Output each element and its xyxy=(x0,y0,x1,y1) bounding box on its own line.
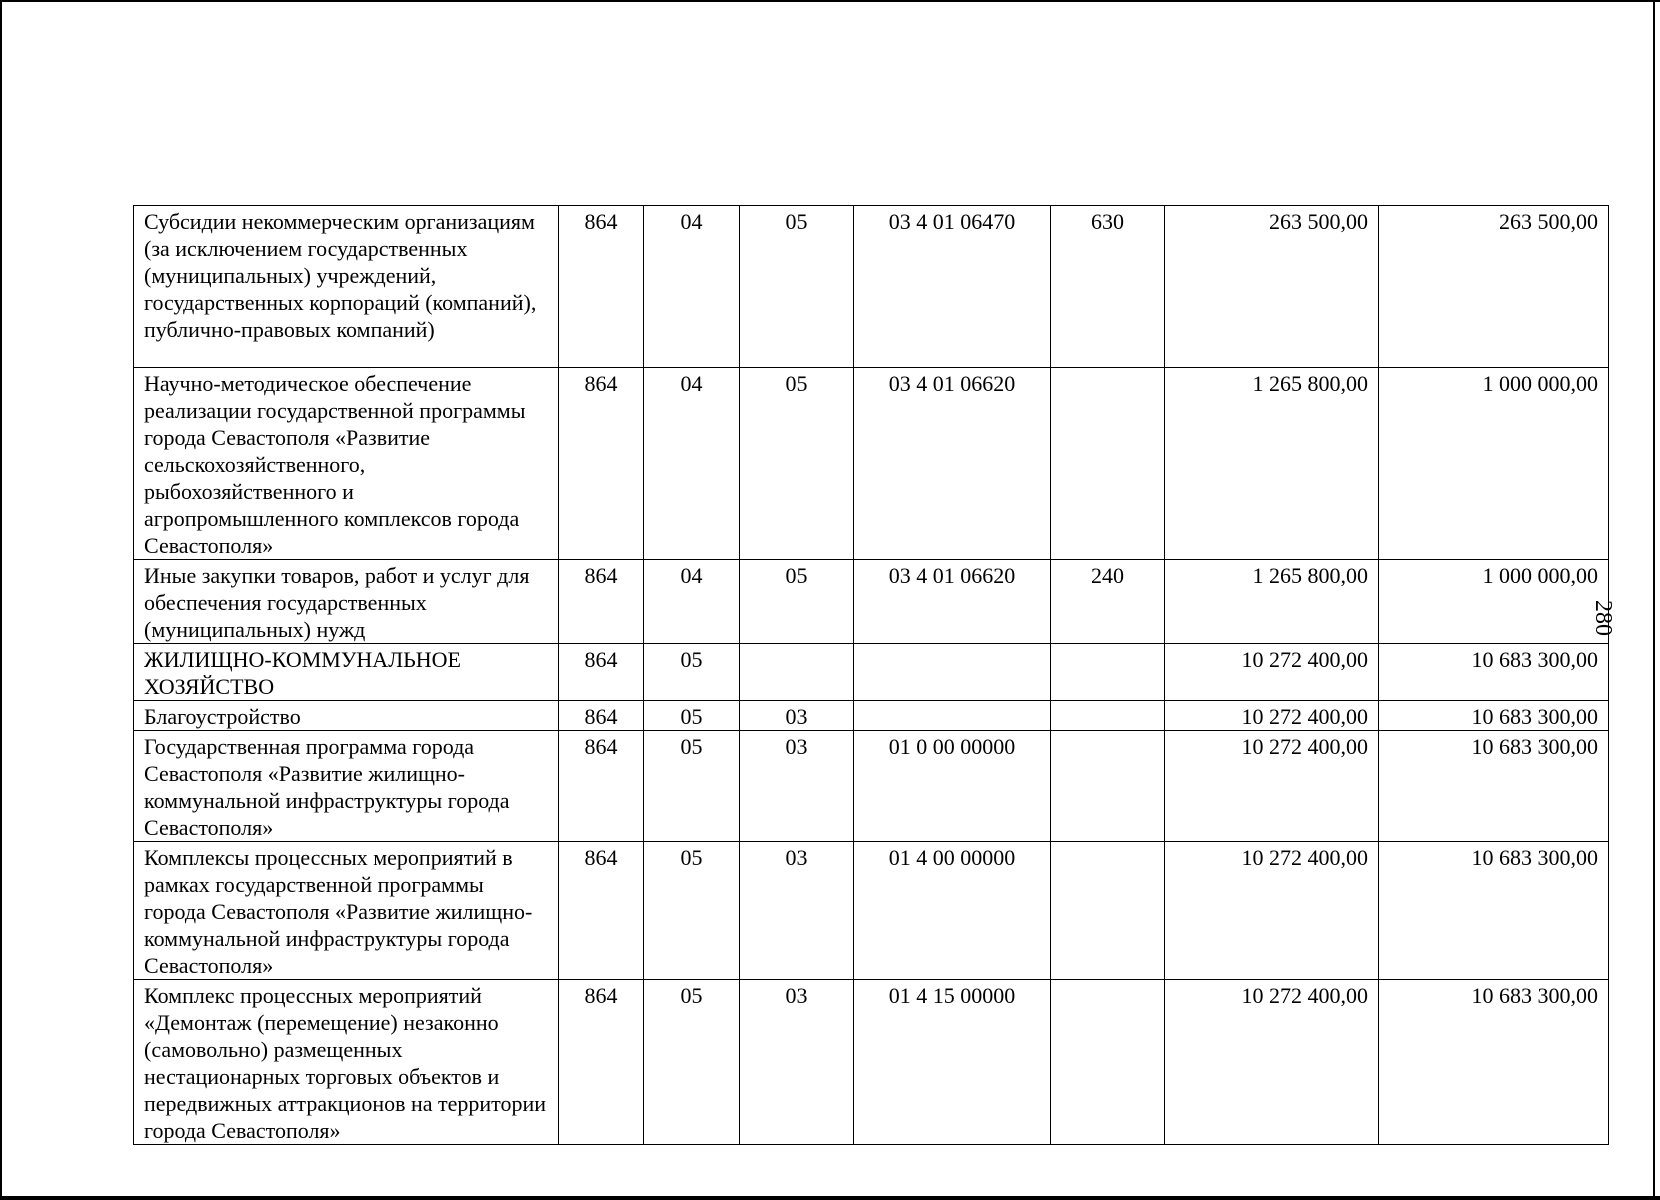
sum-year-2: 10 683 300,00 xyxy=(1379,731,1609,842)
section-code: 05 xyxy=(644,980,740,1145)
table-row xyxy=(134,980,1609,1145)
item-name: Государственная программа города Севастополя «Развитие жилищно-коммунальной инфраструктуры города Севастополя» xyxy=(134,731,559,842)
item-name: ЖИЛИЩНО-КОММУНАЛЬНОЕ ХОЗЯЙСТВО xyxy=(134,644,559,701)
table-row xyxy=(134,206,1609,368)
sum-year-1: 1 265 800,00 xyxy=(1165,368,1379,560)
page-border-right xyxy=(1653,0,1655,1200)
target-code xyxy=(854,644,1051,701)
expense-type-code xyxy=(1051,980,1165,1145)
sum-year-2: 263 500,00 xyxy=(1379,206,1609,368)
expense-type-code xyxy=(1051,731,1165,842)
subsection-code: 05 xyxy=(740,560,854,644)
ministry-code: 864 xyxy=(559,368,644,560)
sum-year-2: 10 683 300,00 xyxy=(1379,644,1609,701)
sum-year-1: 10 272 400,00 xyxy=(1165,644,1379,701)
budget-table xyxy=(133,205,1609,1145)
subsection-code: 03 xyxy=(740,731,854,842)
ministry-code: 864 xyxy=(559,206,644,368)
sum-year-2: 1 000 000,00 xyxy=(1379,368,1609,560)
target-code: 03 4 01 06470 xyxy=(854,206,1051,368)
section-code: 05 xyxy=(644,644,740,701)
ministry-code: 864 xyxy=(559,644,644,701)
table-row xyxy=(134,644,1609,701)
subsection-code: 03 xyxy=(740,980,854,1145)
sum-year-1: 10 272 400,00 xyxy=(1165,980,1379,1145)
sum-year-1: 10 272 400,00 xyxy=(1165,842,1379,980)
item-name: Благоустройство xyxy=(134,701,559,731)
ministry-code: 864 xyxy=(559,560,644,644)
sum-year-1: 263 500,00 xyxy=(1165,206,1379,368)
expense-type-code xyxy=(1051,842,1165,980)
section-code: 05 xyxy=(644,731,740,842)
subsection-code xyxy=(740,644,854,701)
sum-year-2: 10 683 300,00 xyxy=(1379,980,1609,1145)
expense-type-code xyxy=(1051,701,1165,731)
target-code: 01 4 00 00000 xyxy=(854,842,1051,980)
expense-type-code xyxy=(1051,644,1165,701)
item-name: Иные закупки товаров, работ и услуг для обеспечения государственных (муниципальных) нужд xyxy=(134,560,559,644)
section-code: 04 xyxy=(644,206,740,368)
section-code: 04 xyxy=(644,368,740,560)
sum-year-2: 10 683 300,00 xyxy=(1379,842,1609,980)
page-border-bottom xyxy=(0,1196,1660,1200)
ministry-code: 864 xyxy=(559,701,644,731)
item-name: Комплексы процессных мероприятий в рамках государственной программы города Севастополя «Развитие жилищно-коммунальной инфраструктуры города Севастополя» xyxy=(134,842,559,980)
target-code: 01 0 00 00000 xyxy=(854,731,1051,842)
target-code xyxy=(854,701,1051,731)
ministry-code: 864 xyxy=(559,980,644,1145)
target-code: 03 4 01 06620 xyxy=(854,368,1051,560)
subsection-code: 03 xyxy=(740,701,854,731)
section-code: 05 xyxy=(644,842,740,980)
sum-year-2: 10 683 300,00 xyxy=(1379,701,1609,731)
item-name: Комплекс процессных мероприятий «Демонтаж (перемещение) незаконно (самовольно) размещенных нестационарных торговых объектов и передвижных аттракционов на территории города Севастополя» xyxy=(134,980,559,1145)
item-name: Научно-методическое обеспечение реализации государственной программы города Севастополя «Развитие сельскохозяйственного, рыбохозяйственного и агропромышленного комплексов города Севастополя» xyxy=(134,368,559,560)
page-border-top xyxy=(0,0,1660,2)
sum-year-2: 1 000 000,00 xyxy=(1379,560,1609,644)
page-number: 280 xyxy=(1590,600,1616,636)
item-name: Субсидии некоммерческим организациям (за исключением государственных (муниципальных) учреждений, государственных корпораций (компаний), публично-правовых компаний) xyxy=(134,206,559,368)
table-row xyxy=(134,731,1609,842)
subsection-code: 05 xyxy=(740,206,854,368)
ministry-code: 864 xyxy=(559,842,644,980)
expense-type-code: 630 xyxy=(1051,206,1165,368)
table-row xyxy=(134,701,1609,731)
subsection-code: 03 xyxy=(740,842,854,980)
ministry-code: 864 xyxy=(559,731,644,842)
sum-year-1: 1 265 800,00 xyxy=(1165,560,1379,644)
target-code: 01 4 15 00000 xyxy=(854,980,1051,1145)
table-row xyxy=(134,368,1609,560)
subsection-code: 05 xyxy=(740,368,854,560)
table-row xyxy=(134,560,1609,644)
expense-type-code xyxy=(1051,368,1165,560)
sum-year-1: 10 272 400,00 xyxy=(1165,701,1379,731)
section-code: 05 xyxy=(644,701,740,731)
page-border-left xyxy=(0,0,2,1200)
expense-type-code: 240 xyxy=(1051,560,1165,644)
sum-year-1: 10 272 400,00 xyxy=(1165,731,1379,842)
section-code: 04 xyxy=(644,560,740,644)
table-row xyxy=(134,842,1609,980)
target-code: 03 4 01 06620 xyxy=(854,560,1051,644)
